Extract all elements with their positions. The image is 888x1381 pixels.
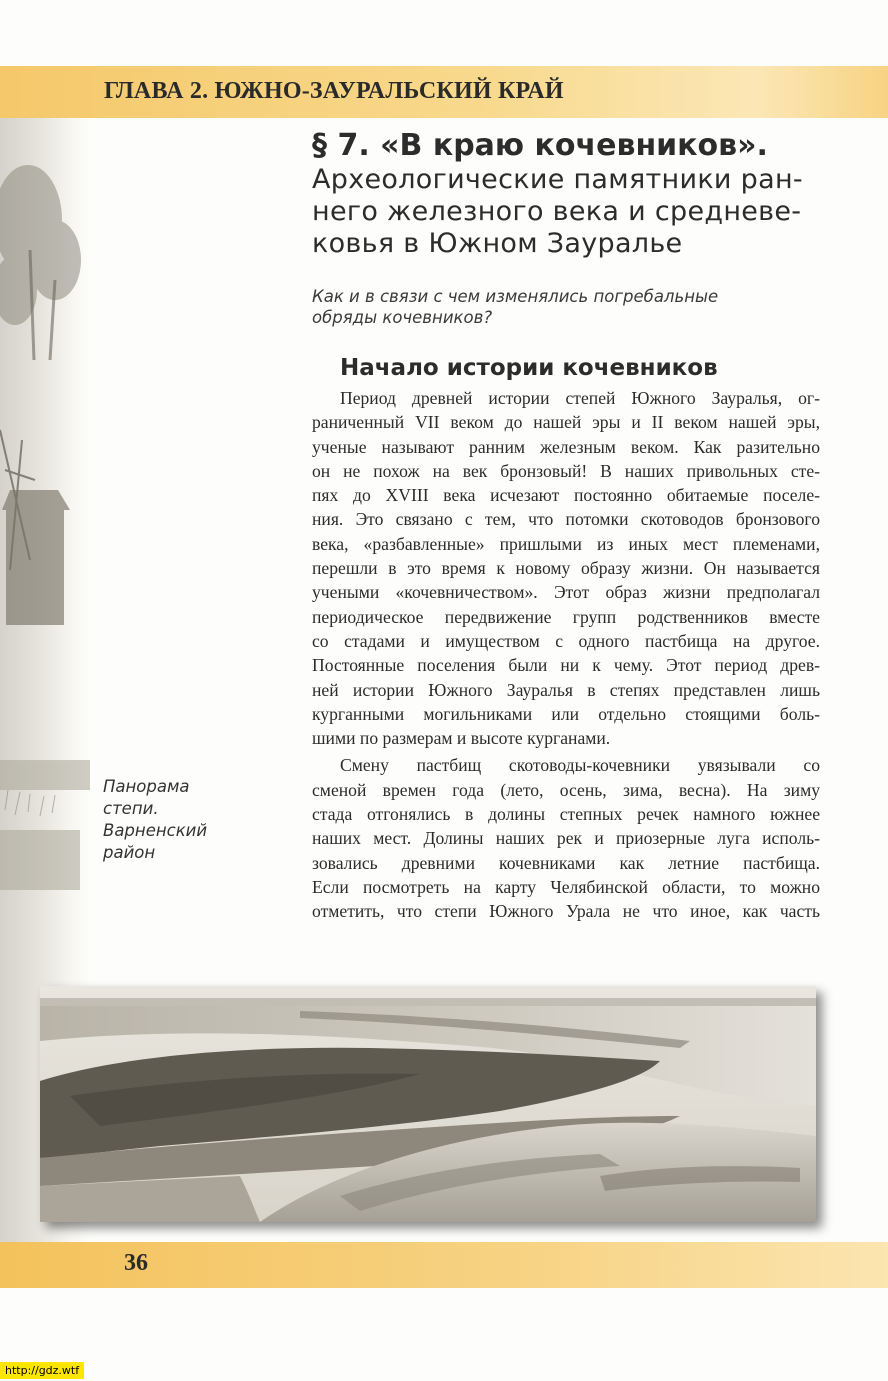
text-line: Период древней истории степей Южного Зауралья, ог- (340, 388, 820, 408)
steppe-photo-art (40, 986, 816, 1222)
caption-line: Панорама (103, 777, 190, 796)
caption-line: Варненский (103, 821, 208, 840)
text-line: Если посмотреть на карту Челябинской области, то можно (312, 876, 820, 897)
paragraph-title-line: него железного века и средневе- (312, 196, 802, 227)
text-line: раниченный VII веком до нашей эры и II веком нашей эры, (312, 412, 820, 433)
caption-line: степи. (103, 799, 159, 818)
steppe-panorama-photo (40, 986, 816, 1222)
page-number: 36 (124, 1250, 148, 1276)
text-line: ученые называют ранним железным веком. Как разительно (312, 436, 820, 457)
text-line: ния. Это связано с тем, что потомки скотоводов бронзового (312, 509, 820, 530)
text-line: учеными «кочевничеством». Этот образ жизни предполагал (312, 582, 820, 603)
text-line: со стадами и имуществом с одного пастбища на другое. (312, 630, 820, 651)
paragraph-title-line: ковья в Южном Зауралье (312, 228, 683, 259)
text-line: Постоянные поселения были ни к чему. Этот период древ- (312, 655, 820, 676)
text-line: стада отгонялись в долины степных речек намного южнее (312, 804, 820, 825)
text-line: Смену пастбищ скотоводы-кочевники увязывали со (340, 755, 820, 776)
caption-line: район (103, 843, 156, 862)
photo-caption (103, 776, 207, 864)
question-line: Как и в связи с чем изменялись погребальные (312, 287, 719, 306)
question-line: обряды кочевников? (312, 308, 493, 327)
text-line: сменой времен года (лето, осень, зима, весна). На зиму (312, 779, 820, 800)
paragraph-title-line: Археологические памятники ран- (312, 164, 803, 195)
paragraph-title-main: § 7. «В краю кочевников». (312, 128, 768, 163)
text-line: периодическое передвижение групп родственников вместе (312, 606, 820, 627)
text-line: перешли в это время к новому образу жизни. Он называется (312, 558, 820, 579)
body-text (312, 386, 820, 924)
text-line: курганными могильниками или отдельно стоящими боль- (312, 703, 820, 724)
section-title: Начало истории кочевников (340, 355, 718, 381)
text-line: пях до XVIII века исчезают постоянно обитаемые поселе- (312, 485, 820, 506)
paragraph-heading (312, 128, 824, 260)
lesson-question (312, 286, 812, 328)
text-line: наших мест. Долины наших рек и приозерные луга исполь- (312, 828, 820, 849)
text-line: века, «разбавленные» пришлыми из иных мест племенами, (312, 533, 820, 554)
watermark-link[interactable]: http://gdz.wtf (0, 1362, 84, 1379)
text-line: он не похож на век бронзовый! В наших привольных сте- (312, 460, 820, 481)
text-line: ней истории Южного Зауралья в степях представлен лишь (312, 679, 820, 700)
text-line: зовались древними кочевниками как летние пастбища. (312, 852, 820, 873)
text-line: шими по размерам и высоте курганами. (312, 728, 611, 749)
chapter-title: ГЛАВА 2. ЮЖНО-ЗАУРАЛЬСКИЙ КРАЙ (104, 78, 564, 104)
text-line: отметить, что степи Южного Урала не что иное, как часть (312, 901, 820, 922)
